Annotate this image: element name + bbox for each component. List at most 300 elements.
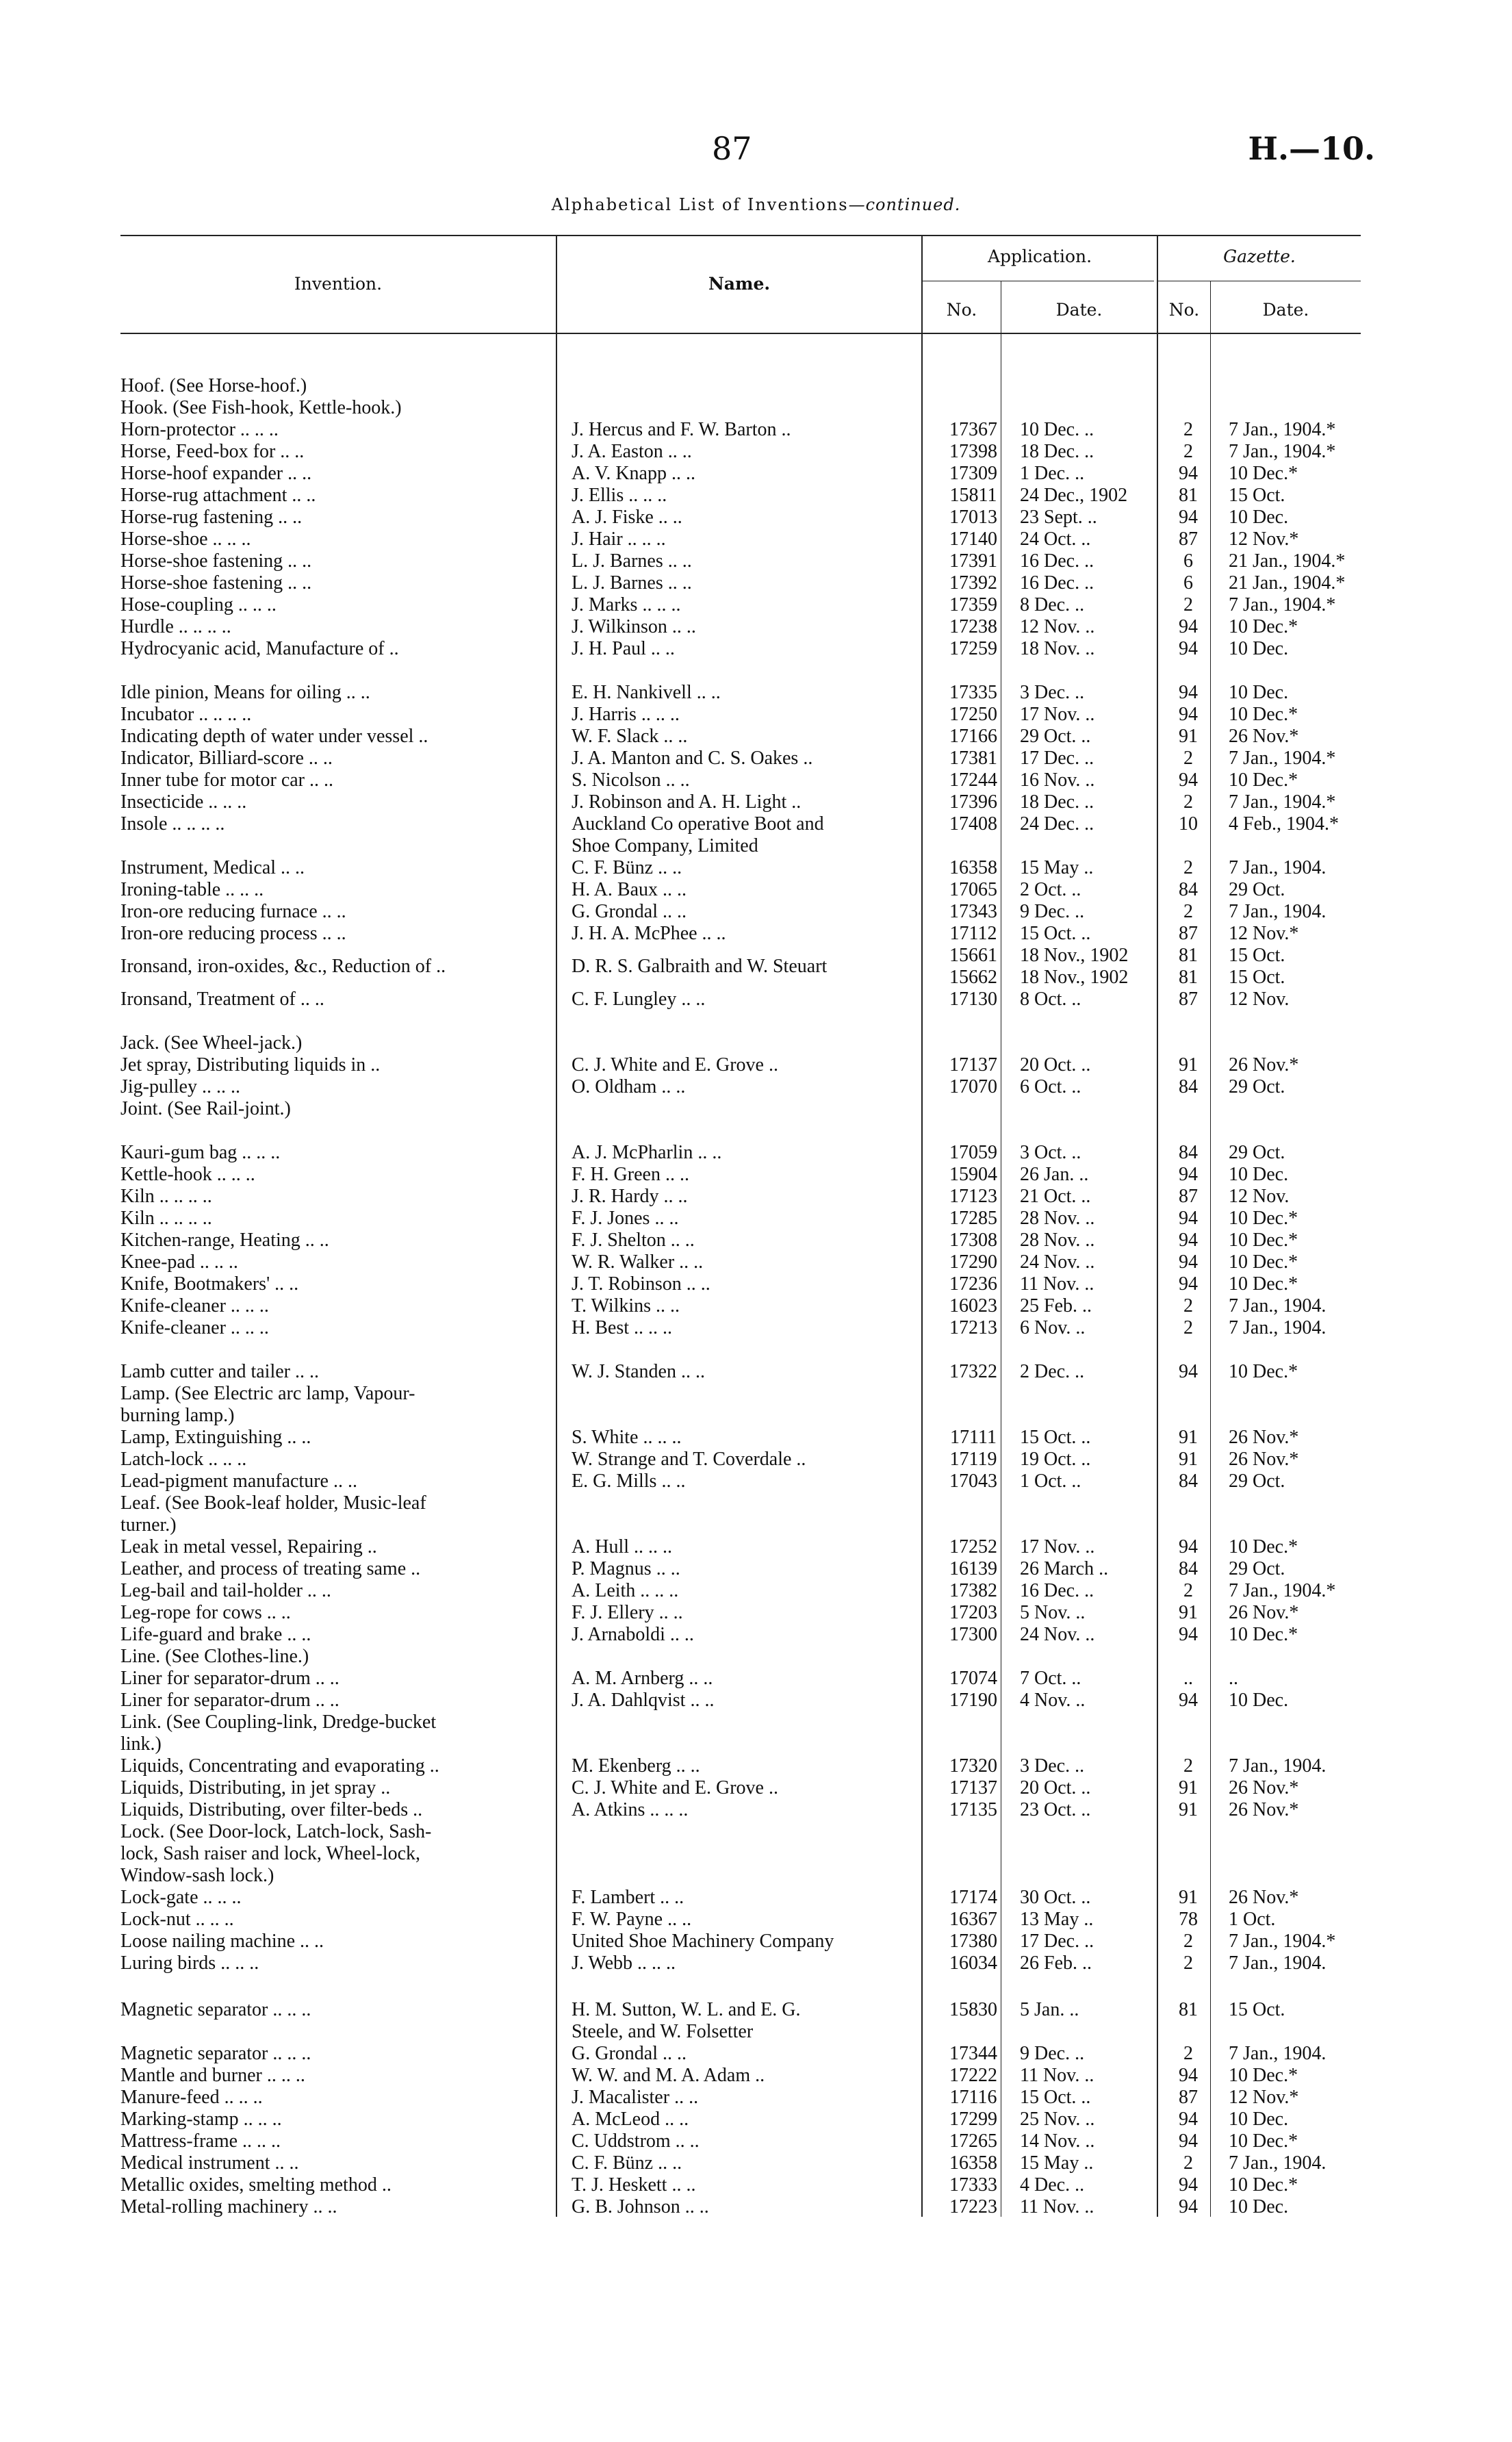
application-date-cell: 12 Nov. .. bbox=[1020, 616, 1095, 637]
table-row bbox=[0, 1909, 1512, 1931]
name-cell: M. Ekenberg .. .. bbox=[572, 1755, 700, 1777]
invention-cell: Lamp, Extinguishing .. .. bbox=[120, 1427, 311, 1448]
table-row bbox=[0, 1142, 1512, 1164]
table-row bbox=[0, 1536, 1512, 1558]
name-cell: Steele, and W. Folsetter bbox=[572, 2021, 754, 2042]
table-row bbox=[0, 1821, 1512, 1843]
gazette-date-cell: 26 Nov.* bbox=[1229, 1777, 1299, 1798]
table-row bbox=[0, 1646, 1512, 1668]
gazette-date-cell: 10 Dec. bbox=[1229, 2109, 1289, 2130]
gazette-date-cell: 26 Nov.* bbox=[1229, 1887, 1299, 1908]
name-cell: W. W. and M. A. Adam .. bbox=[572, 2065, 765, 2086]
application-no-cell: 17381 bbox=[949, 748, 997, 769]
gazette-no-cell: 78 bbox=[1179, 1909, 1198, 1930]
invention-cell: Indicator, Billiard-score .. .. bbox=[120, 748, 333, 769]
invention-cell: Metal-rolling machinery .. .. bbox=[120, 2196, 337, 2217]
application-no-cell: 17203 bbox=[949, 1602, 997, 1623]
gazette-date-cell: 10 Dec. bbox=[1229, 682, 1289, 703]
gazette-date-cell: 7 Jan., 1904.* bbox=[1229, 791, 1336, 813]
gazette-no-cell: 84 bbox=[1179, 1076, 1198, 1097]
application-date-cell: 11 Nov. .. bbox=[1020, 1273, 1094, 1295]
name-cell: T. J. Heskett .. .. bbox=[572, 2174, 696, 2196]
table-row bbox=[0, 704, 1512, 726]
gazette-no-cell: 87 bbox=[1179, 923, 1198, 944]
name-cell: T. Wilkins .. .. bbox=[572, 1295, 680, 1317]
invention-cell: Horse-shoe .. .. .. bbox=[120, 529, 251, 550]
invention-cell: Liner for separator-drum .. .. bbox=[120, 1690, 339, 1711]
invention-cell: Inner tube for motor car .. .. bbox=[120, 770, 333, 791]
gazette-no-cell: 2 bbox=[1183, 791, 1193, 813]
table-row bbox=[0, 1471, 1512, 1492]
gazette-no-cell: 94 bbox=[1179, 1624, 1198, 1645]
gazette-no-cell: 81 bbox=[1179, 1999, 1198, 2020]
gazette-date-cell: 21 Jan., 1904.* bbox=[1229, 550, 1346, 572]
invention-cell: Hurdle .. .. .. .. bbox=[120, 616, 231, 637]
application-no-cell: 17140 bbox=[949, 529, 997, 550]
gazette-date-cell: 7 Jan., 1904. bbox=[1229, 1953, 1327, 1974]
application-date-cell: 4 Dec. .. bbox=[1020, 2174, 1085, 2196]
invention-cell: Knee-pad .. .. .. bbox=[120, 1251, 238, 1273]
table-row bbox=[0, 1054, 1512, 1076]
invention-cell: lock, Sash raiser and lock, Wheel-lock, bbox=[120, 1843, 421, 1864]
application-no-cell: 15811 bbox=[949, 485, 997, 506]
gazette-date-cell: 12 Nov.* bbox=[1229, 923, 1299, 944]
name-cell: C. J. White and E. Grove .. bbox=[572, 1777, 778, 1798]
gazette-no-cell: 2 bbox=[1183, 1580, 1193, 1601]
name-cell: F. W. Payne .. .. bbox=[572, 1909, 692, 1930]
table-row bbox=[0, 1865, 1512, 1887]
gazette-date-cell: 7 Jan., 1904. bbox=[1229, 901, 1327, 922]
invention-cell: Instrument, Medical .. .. bbox=[120, 857, 305, 878]
application-date-cell: 18 Dec. .. bbox=[1020, 441, 1094, 462]
table-row bbox=[0, 2196, 1512, 2218]
gazette-no-cell: 94 bbox=[1179, 1251, 1198, 1273]
application-date-cell: 15 May .. bbox=[1020, 857, 1094, 878]
name-cell: C. Uddstrom .. .. bbox=[572, 2131, 700, 2152]
header-gazette: Gazette. bbox=[1223, 246, 1296, 266]
gazette-no-cell: 84 bbox=[1179, 879, 1198, 900]
invention-cell: Horse-rug fastening .. .. bbox=[120, 507, 303, 528]
application-date-cell: 17 Dec. .. bbox=[1020, 1931, 1094, 1952]
application-no-cell: 17043 bbox=[949, 1471, 997, 1492]
application-date-cell: 5 Nov. .. bbox=[1020, 1602, 1086, 1623]
table-row bbox=[0, 770, 1512, 791]
name-cell: A. Leith .. .. .. bbox=[572, 1580, 679, 1601]
name-cell: A. J. McPharlin .. .. bbox=[572, 1142, 722, 1163]
application-no-cell: 17174 bbox=[949, 1887, 997, 1908]
application-date-cell: 3 Dec. .. bbox=[1020, 1755, 1085, 1777]
table-row bbox=[0, 1449, 1512, 1471]
name-cell: A. M. Arnberg .. .. bbox=[572, 1668, 713, 1689]
header-gazette-no: No. bbox=[1168, 300, 1200, 320]
application-no-cell: 17190 bbox=[949, 1690, 997, 1711]
gazette-no-cell: 87 bbox=[1179, 1186, 1198, 1207]
gazette-no-cell: 2 bbox=[1183, 857, 1193, 878]
application-no-cell: 17244 bbox=[949, 770, 997, 791]
name-cell: J. A. Easton .. .. bbox=[572, 441, 692, 462]
gazette-date-cell: 12 Nov.* bbox=[1229, 2087, 1299, 2108]
application-no-cell: 17236 bbox=[949, 1273, 997, 1295]
name-cell: A. V. Knapp .. .. bbox=[572, 463, 695, 484]
gazette-no-cell: 94 bbox=[1179, 463, 1198, 484]
application-no-cell: 16358 bbox=[949, 857, 997, 878]
table-row bbox=[0, 1295, 1512, 1317]
gazette-date-cell: 10 Dec. bbox=[1229, 638, 1289, 659]
gazette-date-cell: .. bbox=[1229, 1668, 1238, 1689]
table-row bbox=[0, 791, 1512, 813]
application-date-cell: 23 Sept. .. bbox=[1020, 507, 1097, 528]
gazette-no-cell: 94 bbox=[1179, 2109, 1198, 2130]
application-no-cell: 17223 bbox=[949, 2196, 997, 2217]
gazette-no-cell: 94 bbox=[1179, 770, 1198, 791]
application-date-cell: 18 Dec. .. bbox=[1020, 791, 1094, 813]
application-date-cell: 16 Dec. .. bbox=[1020, 1580, 1094, 1601]
gazette-no-cell: 94 bbox=[1179, 1164, 1198, 1185]
table-row bbox=[0, 2131, 1512, 2152]
gazette-no-cell: 91 bbox=[1179, 1777, 1198, 1798]
name-cell: F. J. Ellery .. .. bbox=[572, 1602, 683, 1623]
name-cell: F. Lambert .. .. bbox=[572, 1887, 684, 1908]
invention-cell: Knife, Bootmakers' .. .. bbox=[120, 1273, 299, 1295]
table-row bbox=[0, 1230, 1512, 1251]
table-row bbox=[0, 1799, 1512, 1821]
invention-cell: Leather, and process of treating same .. bbox=[120, 1558, 421, 1579]
invention-cell: Hoof. (See Horse-hoof.) bbox=[120, 375, 307, 396]
name-cell: W. F. Slack .. .. bbox=[572, 726, 688, 747]
name-cell: S. White .. .. .. bbox=[572, 1427, 682, 1448]
gazette-no-cell: 87 bbox=[1179, 989, 1198, 1010]
table-row bbox=[0, 529, 1512, 550]
gazette-date-cell: 10 Dec.* bbox=[1229, 770, 1298, 791]
gazette-no-cell: 81 bbox=[1179, 967, 1198, 988]
list-title-main: Alphabetical List of Inventions bbox=[551, 195, 849, 214]
gazette-date-cell: 7 Jan., 1904.* bbox=[1229, 748, 1336, 769]
application-date-cell: 2 Oct. .. bbox=[1020, 879, 1081, 900]
invention-cell: Leg-rope for cows .. .. bbox=[120, 1602, 291, 1623]
gazette-no-cell: 6 bbox=[1183, 572, 1193, 594]
name-cell: W. J. Standen .. .. bbox=[572, 1361, 705, 1382]
invention-cell: Kiln .. .. .. .. bbox=[120, 1208, 212, 1229]
application-no-cell: 17392 bbox=[949, 572, 997, 594]
gazette-no-cell: 91 bbox=[1179, 726, 1198, 747]
invention-cell: Indicating depth of water under vessel .. bbox=[120, 726, 428, 747]
name-cell: J. H. A. McPhee .. .. bbox=[572, 923, 726, 944]
name-cell: J. T. Robinson .. .. bbox=[572, 1273, 710, 1295]
invention-cell: Loose nailing machine .. .. bbox=[120, 1931, 324, 1952]
invention-cell: Window-sash lock.) bbox=[120, 1865, 274, 1886]
gazette-no-cell: 2 bbox=[1183, 1953, 1193, 1974]
invention-cell: Hydrocyanic acid, Manufacture of .. bbox=[120, 638, 399, 659]
table-row bbox=[0, 2152, 1512, 2174]
invention-cell: Magnetic separator .. .. .. bbox=[120, 2043, 311, 2064]
invention-cell: Luring birds .. .. .. bbox=[120, 1953, 259, 1974]
gazette-date-cell: 7 Jan., 1904.* bbox=[1229, 441, 1336, 462]
application-no-cell: 17396 bbox=[949, 791, 997, 813]
application-date-cell: 16 Dec. .. bbox=[1020, 572, 1094, 594]
application-no-cell: 17299 bbox=[949, 2109, 997, 2130]
invention-cell: Ironsand, iron-oxides, &c., Reduction of .. bbox=[120, 956, 446, 977]
invention-cell: Jack. (See Wheel-jack.) bbox=[120, 1032, 303, 1054]
name-cell: E. H. Nankivell .. .. bbox=[572, 682, 721, 703]
table-row bbox=[0, 813, 1512, 835]
header-application: Application. bbox=[987, 246, 1092, 266]
gazette-no-cell: 94 bbox=[1179, 1690, 1198, 1711]
application-date-cell: 24 Nov. .. bbox=[1020, 1624, 1095, 1645]
header-invention: Invention. bbox=[294, 274, 383, 294]
invention-cell: Leg-bail and tail-holder .. .. bbox=[120, 1580, 331, 1601]
gazette-no-cell: 94 bbox=[1179, 1273, 1198, 1295]
application-date-cell: 26 Jan. .. bbox=[1020, 1164, 1089, 1185]
name-cell: J. Ellis .. .. .. bbox=[572, 485, 667, 506]
application-date-cell: 9 Dec. .. bbox=[1020, 901, 1085, 922]
name-cell: P. Magnus .. .. bbox=[572, 1558, 680, 1579]
gazette-no-cell: 2 bbox=[1183, 1755, 1193, 1777]
gazette-date-cell: 10 Dec.* bbox=[1229, 1251, 1298, 1273]
invention-cell: Ironsand, Treatment of .. .. bbox=[120, 989, 324, 1010]
gazette-date-cell: 15 Oct. bbox=[1229, 967, 1285, 988]
name-cell: G. Grondal .. .. bbox=[572, 2043, 687, 2064]
invention-cell: Kitchen-range, Heating .. .. bbox=[120, 1230, 329, 1251]
table-row bbox=[0, 463, 1512, 485]
invention-cell: Magnetic separator .. .. .. bbox=[120, 1999, 311, 2020]
name-cell: C. F. Bünz .. .. bbox=[572, 857, 682, 878]
invention-cell: Horse-shoe fastening .. .. bbox=[120, 572, 312, 594]
name-cell: J. Arnaboldi .. .. bbox=[572, 1624, 694, 1645]
application-no-cell: 17259 bbox=[949, 638, 997, 659]
application-no-cell: 17252 bbox=[949, 1536, 997, 1557]
application-no-cell: 15662 bbox=[949, 967, 997, 988]
application-no-cell: 17213 bbox=[949, 1317, 997, 1338]
application-no-cell: 17322 bbox=[949, 1361, 997, 1382]
invention-cell: Link. (See Coupling-link, Dredge-bucket bbox=[120, 1712, 437, 1733]
application-date-cell: 1 Oct. .. bbox=[1020, 1471, 1081, 1492]
application-date-cell: 4 Nov. .. bbox=[1020, 1690, 1086, 1711]
table-row bbox=[0, 1733, 1512, 1755]
application-date-cell: 20 Oct. .. bbox=[1020, 1777, 1091, 1798]
gazette-no-cell: 2 bbox=[1183, 419, 1193, 440]
table-row bbox=[0, 967, 1512, 989]
invention-cell: Manure-feed .. .. .. bbox=[120, 2087, 263, 2108]
table-row bbox=[0, 419, 1512, 441]
table-row bbox=[0, 1580, 1512, 1602]
application-no-cell: 17290 bbox=[949, 1251, 997, 1273]
table-row bbox=[0, 1032, 1512, 1054]
gazette-date-cell: 7 Jan., 1904.* bbox=[1229, 419, 1336, 440]
application-date-cell: 18 Nov., 1902 bbox=[1020, 945, 1129, 966]
gazette-date-cell: 15 Oct. bbox=[1229, 485, 1285, 506]
gazette-no-cell: 2 bbox=[1183, 2043, 1193, 2064]
name-cell: J. H. Paul .. .. bbox=[572, 638, 675, 659]
gazette-no-cell: 2 bbox=[1183, 901, 1193, 922]
application-no-cell: 15661 bbox=[949, 945, 997, 966]
name-cell: United Shoe Machinery Company bbox=[572, 1931, 834, 1952]
table-row bbox=[0, 1076, 1512, 1098]
gazette-no-cell: .. bbox=[1183, 1668, 1193, 1689]
name-cell: F. H. Green .. .. bbox=[572, 1164, 689, 1185]
table-row bbox=[0, 1186, 1512, 1208]
table-row bbox=[0, 682, 1512, 704]
application-no-cell: 17250 bbox=[949, 704, 997, 725]
name-cell: J. Hair .. .. .. bbox=[572, 529, 666, 550]
name-cell: L. J. Barnes .. .. bbox=[572, 572, 692, 594]
invention-cell: Lock-nut .. .. .. bbox=[120, 1909, 234, 1930]
application-no-cell: 17333 bbox=[949, 2174, 997, 2196]
gazette-no-cell: 2 bbox=[1183, 594, 1193, 615]
name-cell: E. G. Mills .. .. bbox=[572, 1471, 686, 1492]
application-no-cell: 17065 bbox=[949, 879, 997, 900]
name-cell: F. J. Jones .. .. bbox=[572, 1208, 679, 1229]
table-row bbox=[0, 397, 1512, 419]
application-date-cell: 24 Oct. .. bbox=[1020, 529, 1091, 550]
table-row bbox=[0, 441, 1512, 463]
application-date-cell: 16 Nov. .. bbox=[1020, 770, 1095, 791]
invention-cell: Line. (See Clothes-line.) bbox=[120, 1646, 309, 1667]
table-row bbox=[0, 2174, 1512, 2196]
table-row bbox=[0, 2065, 1512, 2087]
name-cell: H. Best .. .. .. bbox=[572, 1317, 672, 1338]
table-row bbox=[0, 485, 1512, 507]
table-row bbox=[0, 901, 1512, 923]
gazette-date-cell: 7 Jan., 1904.* bbox=[1229, 1931, 1336, 1952]
gazette-date-cell: 10 Dec.* bbox=[1229, 463, 1298, 484]
invention-cell: Lamb cutter and tailer .. .. bbox=[120, 1361, 319, 1382]
invention-cell: turner.) bbox=[120, 1514, 177, 1536]
application-no-cell: 17059 bbox=[949, 1142, 997, 1163]
application-date-cell: 17 Dec. .. bbox=[1020, 748, 1094, 769]
gazette-no-cell: 84 bbox=[1179, 1142, 1198, 1163]
gazette-no-cell: 6 bbox=[1183, 550, 1193, 572]
invention-cell: Medical instrument .. .. bbox=[120, 2152, 299, 2174]
table-row bbox=[0, 1492, 1512, 1514]
table-row bbox=[0, 857, 1512, 879]
application-date-cell: 14 Nov. .. bbox=[1020, 2131, 1095, 2152]
gazette-no-cell: 94 bbox=[1179, 638, 1198, 659]
invention-cell: Ironing-table .. .. .. bbox=[120, 879, 264, 900]
gazette-no-cell: 94 bbox=[1179, 616, 1198, 637]
application-date-cell: 11 Nov. .. bbox=[1020, 2196, 1094, 2217]
gazette-no-cell: 94 bbox=[1179, 2065, 1198, 2086]
application-date-cell: 24 Dec., 1902 bbox=[1020, 485, 1128, 506]
invention-cell: Knife-cleaner .. .. .. bbox=[120, 1295, 269, 1317]
table-row bbox=[0, 1755, 1512, 1777]
gazette-no-cell: 91 bbox=[1179, 1427, 1198, 1448]
gazette-date-cell: 7 Jan., 1904. bbox=[1229, 2043, 1327, 2064]
application-no-cell: 17074 bbox=[949, 1668, 997, 1689]
application-no-cell: 17320 bbox=[949, 1755, 997, 1777]
table-row bbox=[0, 550, 1512, 572]
gazette-date-cell: 15 Oct. bbox=[1229, 1999, 1285, 2020]
gazette-date-cell: 4 Feb., 1904.* bbox=[1229, 813, 1339, 835]
application-date-cell: 25 Nov. .. bbox=[1020, 2109, 1095, 2130]
application-no-cell: 17335 bbox=[949, 682, 997, 703]
gazette-no-cell: 94 bbox=[1179, 1361, 1198, 1382]
application-no-cell: 17137 bbox=[949, 1054, 997, 1076]
table-row bbox=[0, 2087, 1512, 2109]
table-row bbox=[0, 1953, 1512, 1974]
gazette-no-cell: 94 bbox=[1179, 2174, 1198, 2196]
application-no-cell: 15830 bbox=[949, 1999, 997, 2020]
invention-cell: Metallic oxides, smelting method .. bbox=[120, 2174, 392, 2196]
invention-cell: Joint. (See Rail-joint.) bbox=[120, 1098, 291, 1119]
name-cell: A. Hull .. .. .. bbox=[572, 1536, 672, 1557]
invention-cell: burning lamp.) bbox=[120, 1405, 235, 1426]
invention-cell: Hook. (See Fish-hook, Kettle-hook.) bbox=[120, 397, 402, 418]
table-row bbox=[0, 1514, 1512, 1536]
name-cell: D. R. S. Galbraith and W. Steuart bbox=[572, 956, 828, 977]
table-row bbox=[0, 1427, 1512, 1449]
application-date-cell: 3 Oct. .. bbox=[1020, 1142, 1081, 1163]
name-cell: O. Oldham .. .. bbox=[572, 1076, 686, 1097]
gazette-date-cell: 10 Dec. bbox=[1229, 1690, 1289, 1711]
application-no-cell: 17367 bbox=[949, 419, 997, 440]
name-cell: J. Macalister .. .. bbox=[572, 2087, 699, 2108]
gazette-date-cell: 10 Dec.* bbox=[1229, 1536, 1298, 1557]
table-row bbox=[0, 616, 1512, 638]
invention-cell: Jet spray, Distributing liquids in .. bbox=[120, 1054, 381, 1076]
gazette-no-cell: 91 bbox=[1179, 1887, 1198, 1908]
name-cell: Shoe Company, Limited bbox=[572, 835, 758, 856]
invention-cell: Insole .. .. .. .. bbox=[120, 813, 225, 835]
invention-cell: link.) bbox=[120, 1733, 162, 1755]
table-row bbox=[0, 1558, 1512, 1580]
name-cell: J. Robinson and A. H. Light .. bbox=[572, 791, 802, 813]
invention-cell: Lead-pigment manufacture .. .. bbox=[120, 1471, 357, 1492]
name-cell: H. M. Sutton, W. L. and E. G. bbox=[572, 1999, 801, 2020]
document-code: H.—10. bbox=[1248, 130, 1375, 167]
application-no-cell: 17137 bbox=[949, 1777, 997, 1798]
gazette-no-cell: 91 bbox=[1179, 1449, 1198, 1470]
invention-cell: Leaf. (See Book-leaf holder, Music-leaf bbox=[120, 1492, 426, 1514]
application-no-cell: 16367 bbox=[949, 1909, 997, 1930]
gazette-date-cell: 10 Dec.* bbox=[1229, 704, 1298, 725]
application-no-cell: 17123 bbox=[949, 1186, 997, 1207]
application-no-cell: 17309 bbox=[949, 463, 997, 484]
application-date-cell: 1 Dec. .. bbox=[1020, 463, 1085, 484]
gazette-no-cell: 81 bbox=[1179, 945, 1198, 966]
gazette-date-cell: 10 Dec.* bbox=[1229, 1273, 1298, 1295]
name-cell: W. R. Walker .. .. bbox=[572, 1251, 704, 1273]
gazette-date-cell: 29 Oct. bbox=[1229, 879, 1285, 900]
gazette-no-cell: 91 bbox=[1179, 1602, 1198, 1623]
gazette-date-cell: 26 Nov.* bbox=[1229, 726, 1299, 747]
name-cell: H. A. Baux .. .. bbox=[572, 879, 687, 900]
gazette-no-cell: 94 bbox=[1179, 1208, 1198, 1229]
name-cell: S. Nicolson .. .. bbox=[572, 770, 690, 791]
application-date-cell: 23 Oct. .. bbox=[1020, 1799, 1091, 1820]
table-row bbox=[0, 1273, 1512, 1295]
table-row bbox=[0, 2109, 1512, 2131]
gazette-date-cell: 7 Jan., 1904. bbox=[1229, 1317, 1327, 1338]
gazette-date-cell: 10 Dec. bbox=[1229, 1164, 1289, 1185]
name-cell: J. A. Manton and C. S. Oakes .. bbox=[572, 748, 813, 769]
header-gazette-date: Date. bbox=[1262, 300, 1309, 320]
table-row bbox=[0, 1624, 1512, 1646]
table-row bbox=[0, 1690, 1512, 1712]
application-no-cell: 16139 bbox=[949, 1558, 997, 1579]
application-no-cell: 17408 bbox=[949, 813, 997, 835]
application-no-cell: 17359 bbox=[949, 594, 997, 615]
application-date-cell: 2 Dec. .. bbox=[1020, 1361, 1085, 1382]
application-date-cell: 13 May .. bbox=[1020, 1909, 1094, 1930]
application-date-cell: 6 Oct. .. bbox=[1020, 1076, 1081, 1097]
application-no-cell: 16023 bbox=[949, 1295, 997, 1317]
application-no-cell: 17070 bbox=[949, 1076, 997, 1097]
gazette-no-cell: 91 bbox=[1179, 1799, 1198, 1820]
application-date-cell: 11 Nov. .. bbox=[1020, 2065, 1094, 2086]
table-row bbox=[0, 1887, 1512, 1909]
name-cell: W. Strange and T. Coverdale .. bbox=[572, 1449, 806, 1470]
gazette-date-cell: 7 Jan., 1904. bbox=[1229, 2152, 1327, 2174]
